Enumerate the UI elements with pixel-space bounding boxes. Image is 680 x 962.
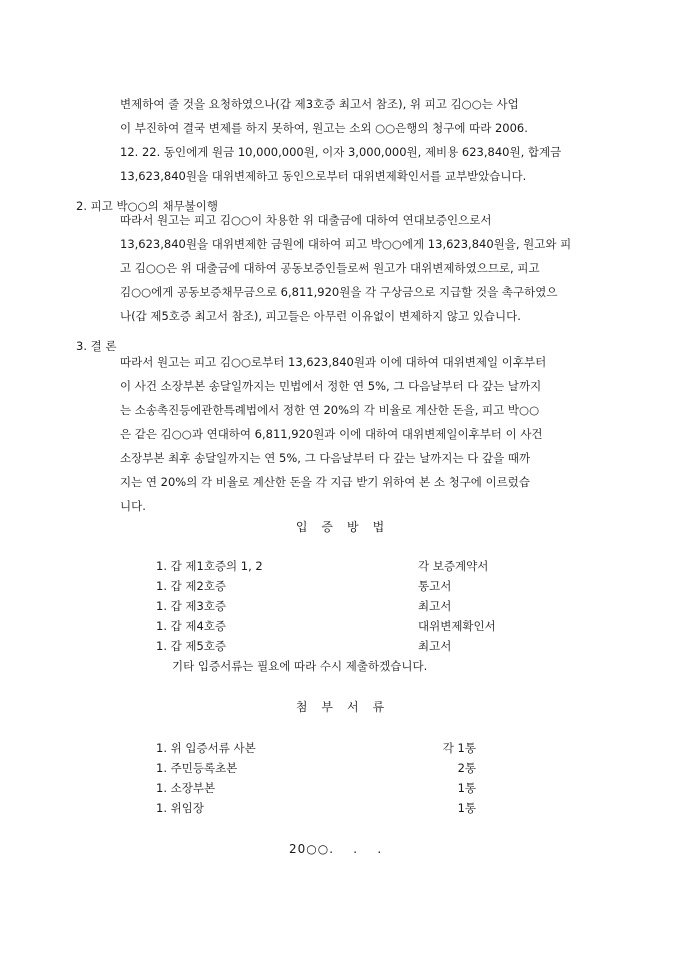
evidence-value: 최고서 (418, 639, 452, 653)
section2-line: 김○○에게 공동보증채무금으로 6,811,920원을 각 구상금으로 지급할 것을 촉구하였으 (120, 285, 558, 299)
evidence-value: 최고서 (418, 599, 452, 613)
evidence-value: 통고서 (418, 579, 452, 593)
evidence-item (156, 556, 516, 576)
attachments-list (156, 738, 516, 818)
evidence-item (156, 596, 516, 616)
evidence-value: 각 보증계약서 (418, 559, 489, 573)
attachment-label: 1. 주민등록초본 (156, 761, 238, 775)
section2-line: 나(갑 제5호증 최고서 참조), 피고들은 아무런 이유없이 변제하지 않고 있습니다. (120, 309, 521, 323)
attachment-item (156, 798, 516, 818)
intro-line: 이 부진하여 결국 변제를 하지 못하여, 원고는 소외 ○○은행의 청구에 따라 2006. (120, 121, 528, 135)
section2-paragraph (120, 208, 608, 328)
evidence-item (156, 636, 516, 656)
attachment-label: 1. 소장부본 (156, 781, 216, 795)
evidence-list (156, 556, 516, 656)
section2-line: 고 김○○은 위 대출금에 대하여 공동보증인들로써 원고가 대위변제하였으므로, 피고 (120, 261, 540, 275)
section3-line: 따라서 원고는 피고 김○○로부터 13,623,840원과 이에 대하여 대위변제일 이후부터 (120, 355, 547, 369)
section3-line: 니다. (120, 499, 146, 513)
section3-line: 은 같은 김○○과 연대하여 6,811,920원과 이에 대하여 대위변제일이후부터 이 사건 (120, 427, 543, 441)
attachment-value: 각 1통 (442, 741, 476, 755)
section3-line: 소장부본 최후 송달일까지는 연 5%, 그 다음날부터 다 갚는 날까지는 다 갚을 때까 (120, 451, 531, 465)
evidence-label: 1. 갑 제3호증 (156, 599, 227, 613)
attachments-title: 첨부서류 (295, 700, 399, 714)
section3-heading: 3. 결 론 (76, 339, 117, 353)
attachment-item (156, 758, 516, 778)
attachment-item (156, 778, 516, 798)
evidence-title: 입증방법 (295, 520, 399, 534)
evidence-label: 1. 갑 제2호증 (156, 579, 227, 593)
section2-line: 따라서 원고는 피고 김○○이 차용한 위 대출금에 대하여 연대보증인으로서 (120, 213, 492, 227)
evidence-label: 1. 갑 제1호증의 1, 2 (156, 559, 263, 573)
attachment-label: 1. 위 입증서류 사본 (156, 741, 256, 755)
evidence-item (156, 616, 516, 636)
attachment-value: 1통 (457, 781, 476, 795)
evidence-value: 대위변제확인서 (418, 619, 496, 633)
intro-line: 13,623,840원을 대위변제하고 동인으로부터 대위변제확인서를 교부받았습니다. (120, 169, 527, 183)
section3-line: 이 사건 소장부본 송달일까지는 민법에서 정한 연 5%, 그 다음날부터 다 갚는 날까지 (120, 379, 542, 393)
evidence-label: 1. 갑 제5호증 (156, 639, 227, 653)
evidence-label: 1. 갑 제4호증 (156, 619, 227, 633)
attachment-value: 1통 (457, 801, 476, 815)
section3-line: 는 소송촉진등에관한특례법에서 정한 연 20%의 각 비율로 계산한 돈을, 피고 박○○ (120, 403, 540, 417)
intro-line: 변제하여 줄 것을 요청하였으나(갑 제3호증 최고서 참조), 위 피고 김○○는 사업 (120, 97, 519, 111)
attachment-value: 2통 (457, 761, 476, 775)
attachment-label: 1. 위임장 (156, 801, 204, 815)
document-date: 20○○. . . (289, 842, 383, 856)
section2-heading: 2. 피고 박○○의 채무불이행 (76, 199, 218, 213)
section3-line: 지는 연 20%의 각 비율로 계산한 돈을 각 지급 받기 위하여 본 소 청구에 이르렀습 (120, 475, 531, 489)
intro-line: 12. 22. 동인에게 원금 10,000,000원, 이자 3,000,000원, 제비용 623,840원, 합계금 (120, 145, 562, 159)
attachment-item (156, 738, 516, 758)
section2-line: 13,623,840원을 대위변제한 금원에 대하여 피고 박○○에게 13,623,840원을, 원고와 피 (120, 237, 572, 251)
evidence-note: 기타 입증서류는 필요에 따라 수시 제출하겠습니다. (172, 659, 428, 673)
intro-paragraph (120, 92, 608, 188)
evidence-item (156, 576, 516, 596)
section3-paragraph (120, 350, 608, 518)
